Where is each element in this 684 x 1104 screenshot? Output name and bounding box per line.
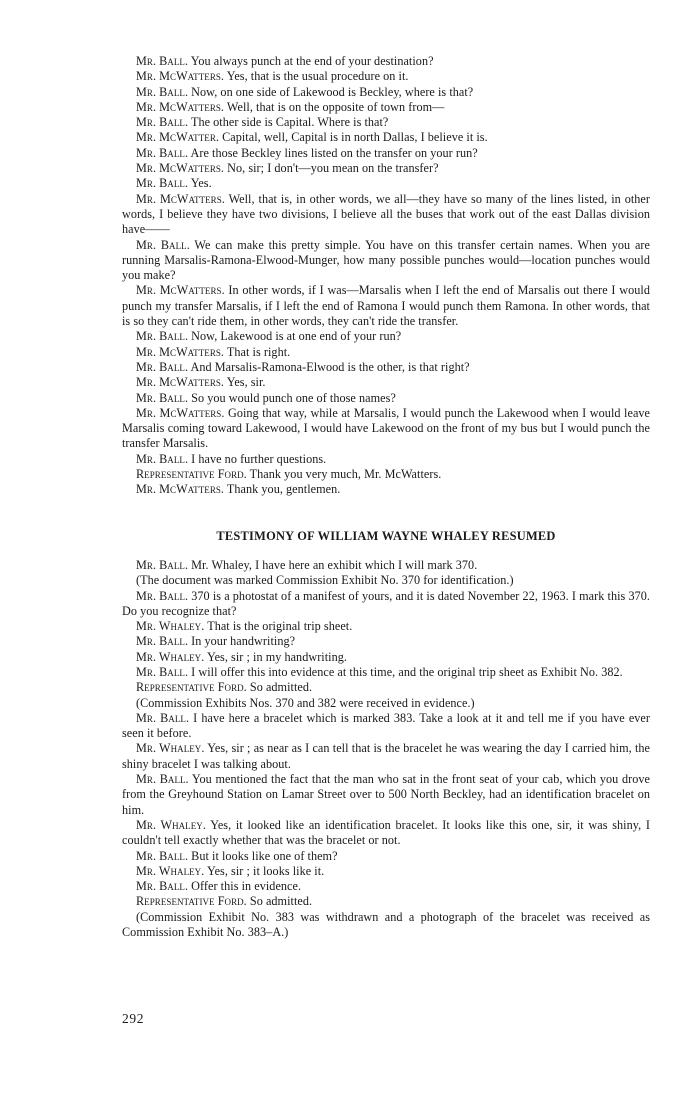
speaker-name: Mr. McWatter. bbox=[136, 130, 219, 145]
mcwatters-testimony-section bbox=[122, 54, 650, 498]
paragraph-text: But it looks like one of them? bbox=[191, 848, 338, 863]
speaker-name: Mr. Ball. bbox=[136, 145, 189, 160]
testimony-paragraph bbox=[122, 115, 650, 130]
speaker-name: Mr. Ball. bbox=[136, 848, 189, 863]
paragraph-text: Now, Lakewood is at one end of your run? bbox=[191, 329, 402, 344]
paragraph-text: That is the original trip sheet. bbox=[207, 619, 353, 634]
paragraph-text: Yes. bbox=[190, 176, 212, 191]
speaker-name: Mr. McWatters. bbox=[136, 375, 225, 390]
paragraph-text: 370 is a photostat of a manifest of yours, and it is dated November 22, 1963. I mark this 370. Do you recognize that? bbox=[122, 588, 650, 618]
paragraph-text: Yes, it looked like an identification bracelet. It looks like this one, sir, it was shiny, I couldn't tell exactly whether that was the bracelet or not. bbox=[122, 817, 650, 848]
procedural-note bbox=[122, 696, 650, 711]
paragraph-text: In your handwriting? bbox=[191, 634, 296, 649]
testimony-paragraph bbox=[122, 406, 650, 452]
speaker-name: Mr. Ball. bbox=[136, 588, 189, 603]
paragraph-text: Offer this in evidence. bbox=[191, 879, 302, 894]
paragraph-text: That is right. bbox=[226, 344, 291, 359]
paragraph-text: And Marsalis-Ramona-Elwood is the other, is that right? bbox=[190, 359, 470, 374]
paragraph-text: Yes, sir. bbox=[226, 375, 266, 390]
speaker-name: Mr. McWatters. bbox=[136, 405, 225, 420]
testimony-paragraph bbox=[122, 772, 650, 818]
speaker-name: Mr. Ball. bbox=[136, 390, 189, 405]
paragraph-text: Well, that is, in other words, we all—they have so many of the lines listed, in other words, I believe they have two divisions, I believe all the buses that work out of the east Dallas division have—— bbox=[122, 191, 650, 237]
paragraph-text: Yes, sir ; it looks like it. bbox=[206, 863, 325, 878]
speaker-name: Representative Ford. bbox=[136, 894, 247, 909]
paragraph-text: Yes, sir ; as near as I can tell that is the bracelet he was wearing the day I carried him, the shiny bracelet I was talking about. bbox=[122, 741, 650, 771]
speaker-name: Mr. Ball. bbox=[136, 359, 189, 374]
speaker-name: Mr. Ball. bbox=[136, 176, 189, 191]
testimony-paragraph bbox=[122, 360, 650, 375]
speaker-name: Mr. Ball. bbox=[136, 237, 190, 252]
testimony-paragraph bbox=[122, 619, 650, 634]
speaker-name: Mr. McWatters. bbox=[136, 69, 225, 84]
paragraph-text: I have no further questions. bbox=[191, 451, 327, 466]
speaker-name: Mr. Whaley. bbox=[136, 649, 205, 664]
paragraph-text: Thank you very much, Mr. McWatters. bbox=[249, 467, 442, 482]
section-heading: TESTIMONY OF WILLIAM WAYNE WHALEY RESUMED bbox=[216, 528, 556, 543]
testimony-paragraph bbox=[122, 192, 650, 238]
speaker-name: Mr. Ball. bbox=[136, 634, 189, 649]
speaker-name: Mr. Whaley. bbox=[136, 619, 205, 634]
testimony-paragraph bbox=[122, 864, 650, 879]
paragraph-text: You mentioned the fact that the man who sat in the front seat of your cab, which you drove from the Greyhound Station on Lamar Street over to 500 North Beckley, had an identification bracelet on him. bbox=[122, 772, 650, 817]
testimony-paragraph bbox=[122, 375, 650, 390]
speaker-name: Mr. Whaley. bbox=[136, 741, 205, 756]
speaker-name: Mr. Whaley. bbox=[136, 863, 205, 878]
testimony-paragraph bbox=[122, 558, 650, 573]
paragraph-text: Now, on one side of Lakewood is Beckley, where is that? bbox=[191, 84, 474, 99]
document-page bbox=[122, 54, 650, 940]
testimony-paragraph bbox=[122, 345, 650, 360]
testimony-paragraph bbox=[122, 85, 650, 100]
testimony-paragraph bbox=[122, 452, 650, 467]
testimony-paragraph bbox=[122, 589, 650, 620]
paragraph-text: No, sir; I don't—you mean on the transfer? bbox=[227, 161, 439, 176]
testimony-paragraph bbox=[122, 161, 650, 176]
testimony-paragraph bbox=[122, 329, 650, 344]
testimony-paragraph bbox=[122, 130, 650, 145]
paragraph-text: In other words, if I was—Marsalis when I left the end of Marsalis out there I would punch my transfer Marsalis, if I left the end of Ramona I would punch them Ramona. In other words, that is so they can't ride them, in other words, they can't ride the transfer. bbox=[122, 283, 650, 329]
speaker-name: Mr. Ball. bbox=[136, 772, 189, 787]
speaker-name: Representative Ford. bbox=[136, 467, 247, 482]
speaker-name: Mr. Ball. bbox=[136, 879, 189, 894]
speaker-name: Mr. Ball. bbox=[136, 54, 189, 68]
paragraph-text: (The document was marked Commission Exhibit No. 370 for identification.) bbox=[136, 573, 514, 588]
testimony-paragraph bbox=[122, 680, 650, 695]
testimony-paragraph bbox=[122, 391, 650, 406]
speaker-name: Mr. Ball. bbox=[136, 710, 190, 725]
paragraph-text: So you would punch one of those names? bbox=[191, 390, 396, 405]
testimony-paragraph bbox=[122, 650, 650, 665]
testimony-paragraph bbox=[122, 849, 650, 864]
paragraph-text: We can make this pretty simple. You have on this transfer certain names. When you are running Marsalis-Ramona-Elwood-Munger, how many possible punches would—location punches would you make? bbox=[122, 237, 650, 283]
paragraph-text: So admitted. bbox=[249, 894, 313, 909]
speaker-name: Mr. McWatters. bbox=[136, 344, 225, 359]
testimony-paragraph bbox=[122, 176, 650, 191]
paragraph-text: Capital, well, Capital is in north Dallas, I believe it is. bbox=[222, 130, 488, 145]
testimony-paragraph bbox=[122, 634, 650, 649]
testimony-paragraph bbox=[122, 467, 650, 482]
speaker-name: Mr. Ball. bbox=[136, 84, 189, 99]
speaker-name: Mr. Ball. bbox=[136, 557, 189, 572]
speaker-name: Mr. Ball. bbox=[136, 451, 189, 466]
testimony-paragraph bbox=[122, 482, 650, 497]
speaker-name: Mr. Ball. bbox=[136, 329, 189, 344]
testimony-paragraph bbox=[122, 283, 650, 329]
speaker-name: Mr. Whaley. bbox=[136, 817, 206, 832]
paragraph-text: Are those Beckley lines listed on the transfer on your run? bbox=[190, 145, 478, 160]
paragraph-text: The other side is Capital. Where is that? bbox=[190, 115, 389, 130]
speaker-name: Mr. McWatters. bbox=[136, 482, 225, 497]
testimony-paragraph bbox=[122, 879, 650, 894]
paragraph-text: Yes, that is the usual procedure on it. bbox=[226, 69, 409, 84]
testimony-paragraph bbox=[122, 69, 650, 84]
paragraph-text: You always punch at the end of your destination? bbox=[190, 54, 434, 68]
testimony-paragraph bbox=[122, 818, 650, 849]
speaker-name: Mr. McWatters. bbox=[136, 99, 225, 114]
speaker-name: Mr. Ball. bbox=[136, 115, 189, 130]
paragraph-text: Thank you, gentlemen. bbox=[226, 482, 341, 497]
testimony-paragraph bbox=[122, 54, 650, 69]
paragraph-text: Well, that is on the opposite of town from— bbox=[226, 99, 445, 114]
page-number: 292 bbox=[122, 1011, 145, 1026]
paragraph-text: (Commission Exhibit No. 383 was withdrawn and a photograph of the bracelet was received as Commission Exhibit No. 383–A.) bbox=[122, 909, 650, 940]
speaker-name: Mr. McWatters. bbox=[136, 283, 225, 298]
paragraph-text: So admitted. bbox=[249, 680, 313, 695]
procedural-note bbox=[122, 573, 650, 588]
paragraph-text: I have here a bracelet which is marked 383. Take a look at it and tell me if you have ever seen it before. bbox=[122, 710, 650, 741]
speaker-name: Representative Ford. bbox=[136, 680, 247, 695]
paragraph-text: I will offer this into evidence at this time, and the original trip sheet as Exhibit No. 382. bbox=[191, 664, 623, 679]
testimony-paragraph bbox=[122, 238, 650, 284]
paragraph-text: Yes, sir ; in my handwriting. bbox=[206, 649, 348, 664]
testimony-paragraph bbox=[122, 146, 650, 161]
speaker-name: Mr. McWatters. bbox=[136, 161, 225, 176]
paragraph-text: Going that way, while at Marsalis, I would punch the Lakewood when I would leave Marsalis coming toward Lakewood, I would have Lakewood on the front of my bus but I would punch the transfer Marsalis. bbox=[122, 405, 651, 451]
testimony-paragraph bbox=[122, 711, 650, 742]
speaker-name: Mr. Ball. bbox=[136, 664, 189, 679]
testimony-paragraph bbox=[122, 894, 650, 909]
testimony-paragraph bbox=[122, 665, 650, 680]
whaley-testimony-section bbox=[122, 558, 650, 940]
paragraph-text: Mr. Whaley, I have here an exhibit which I will mark 370. bbox=[191, 557, 478, 572]
procedural-note bbox=[122, 910, 650, 941]
testimony-paragraph bbox=[122, 741, 650, 772]
paragraph-text: (Commission Exhibits Nos. 370 and 382 were received in evidence.) bbox=[136, 695, 475, 710]
testimony-paragraph bbox=[122, 100, 650, 115]
speaker-name: Mr. McWatters. bbox=[136, 191, 225, 206]
